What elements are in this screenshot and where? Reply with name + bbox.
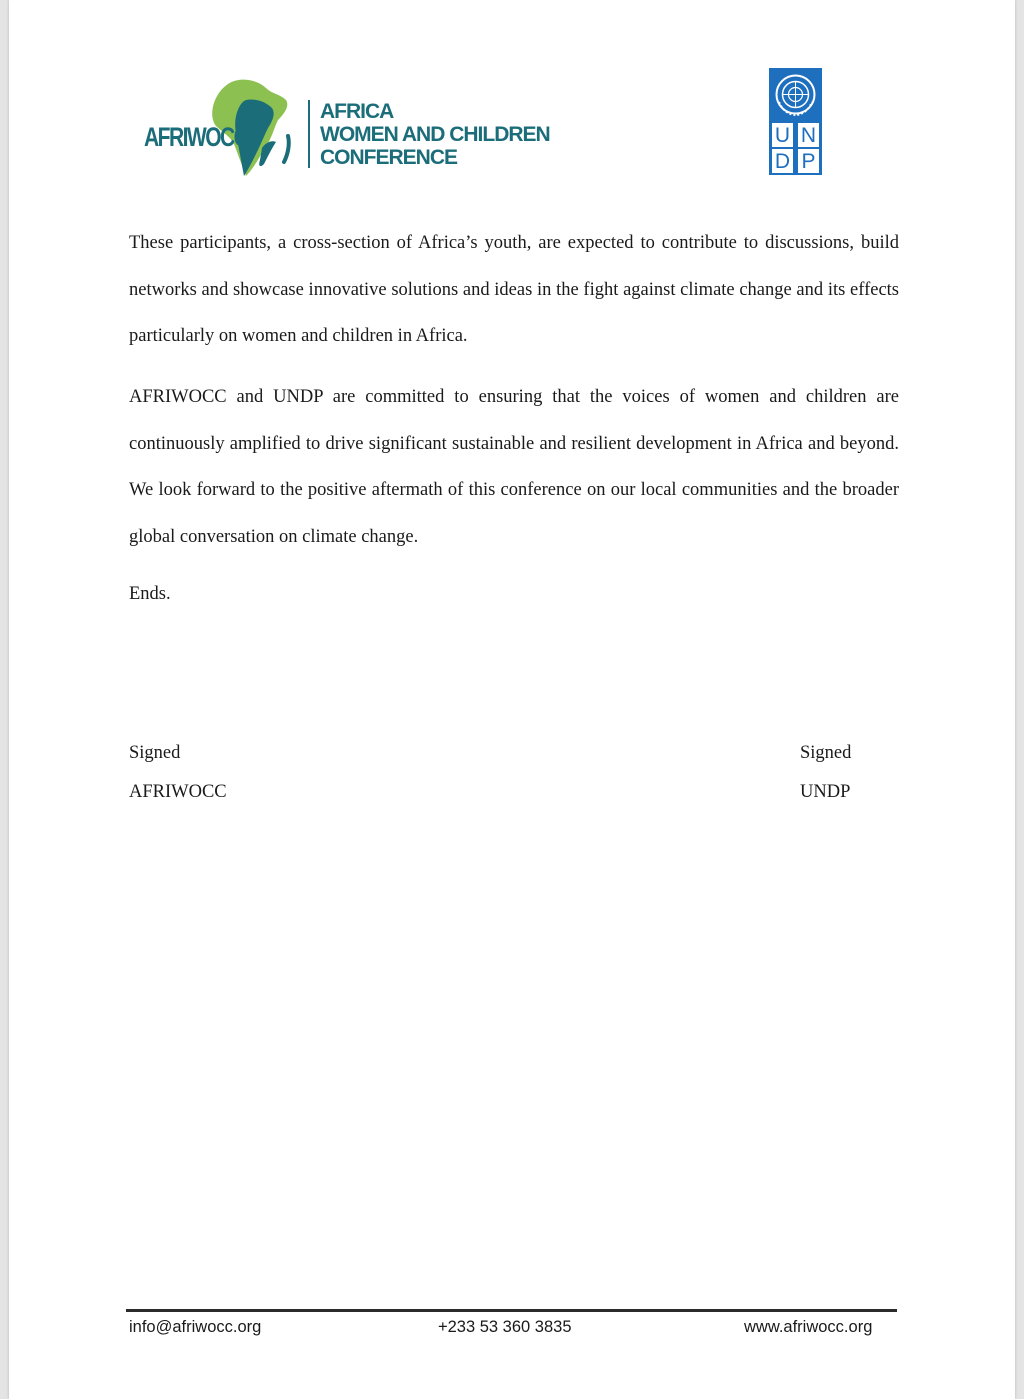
- signed-label: Signed: [129, 743, 181, 763]
- signatory-org: UNDP: [800, 782, 851, 802]
- signed-label: Signed: [800, 743, 852, 763]
- footer-email: info@afriwocc.org: [129, 1318, 262, 1336]
- document-page: [9, 0, 1015, 1399]
- body-paragraph-1: These participants, a cross-section of Africa’s youth, are expected to contribute to discussions, build networks and showcase innovative solutions and ideas in the fight against climate change and its effects particularly on women and children in Africa.: [129, 233, 899, 346]
- undp-logo: [769, 68, 822, 175]
- undp-letter-u: U: [772, 123, 793, 147]
- footer-rule: [126, 1309, 897, 1312]
- afriwocc-title-line-2: WOMEN AND CHILDREN: [320, 123, 550, 146]
- undp-letter-d: D: [772, 149, 793, 173]
- footer-website: www.afriwocc.org: [744, 1318, 873, 1336]
- undp-letter-n: N: [798, 123, 819, 147]
- signature-block-afriwocc: [129, 734, 227, 812]
- signatory-org: AFRIWOCC: [129, 782, 227, 802]
- afriwocc-title-line-1: AFRICA: [320, 100, 394, 123]
- undp-letter-p: P: [798, 149, 819, 173]
- body-paragraph-2: AFRIWOCC and UNDP are committed to ensuring that the voices of women and children are continuously amplified to drive significant sustainable and resilient development in Africa and beyond. We look forward to the positive aftermath of this conference on our local communities and the broader global conversation on climate change.: [129, 387, 899, 547]
- afriwocc-logo: [144, 78, 574, 178]
- ends-text: Ends.: [129, 584, 171, 604]
- logo-divider: [308, 100, 310, 168]
- un-emblem-icon: [773, 72, 818, 117]
- afriwocc-title-line-3: CONFERENCE: [320, 146, 458, 169]
- signature-block-undp: [800, 734, 851, 812]
- footer-phone: +233 53 360 3835: [438, 1318, 572, 1336]
- afriwocc-title: [320, 100, 550, 169]
- afriwocc-wordmark: AFRIWOCC: [144, 122, 248, 152]
